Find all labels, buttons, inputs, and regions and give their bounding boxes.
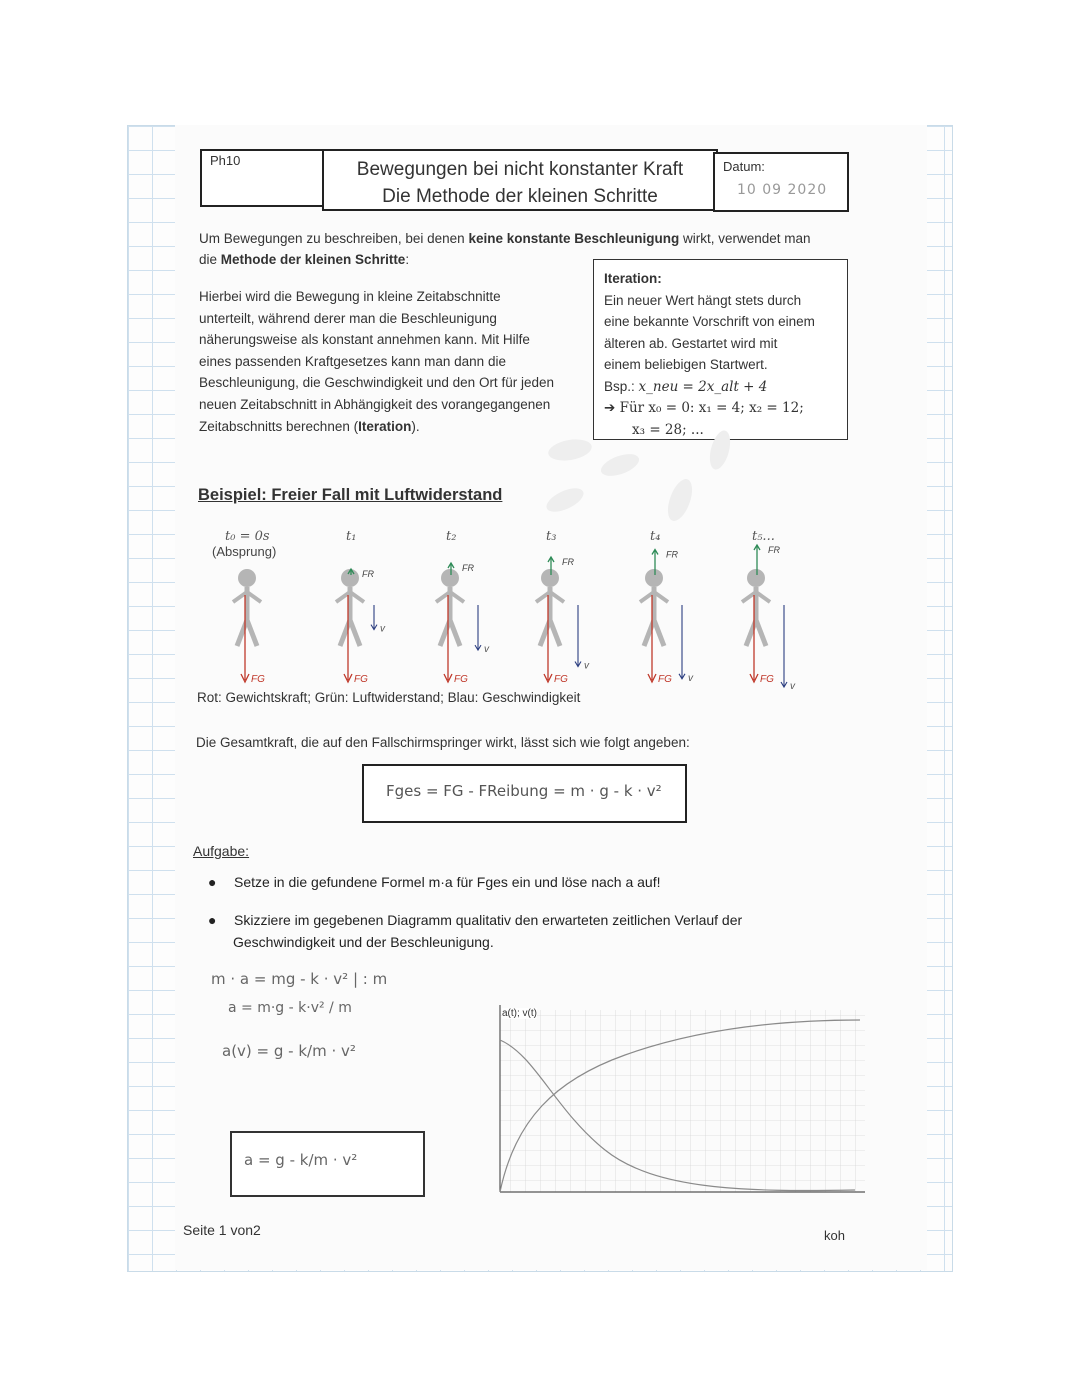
gravity-label: FG [454, 674, 468, 685]
method-last-emph: Iteration [358, 418, 412, 434]
iteration-box [593, 259, 848, 440]
author-initials: koh [824, 1228, 845, 1243]
derivation-line-1: m · a = mg - k · v² | : m [211, 970, 388, 988]
gravity-label: FG [760, 674, 774, 685]
figure-leg [550, 620, 560, 646]
velocity-label: v [484, 644, 489, 656]
drag-label: FR [562, 557, 574, 567]
method-line: unterteilt, während derer man die Beschleunigung [199, 310, 497, 326]
title-line-2: Die Methode der kleinen Schritte [382, 186, 658, 207]
date-label: Datum: [723, 159, 765, 174]
figure-leg [756, 620, 766, 646]
time-label: t₄ [650, 529, 661, 544]
drag-label: FR [362, 569, 374, 579]
intro-text-d: die [199, 252, 221, 267]
start-note: (Absprung) [212, 544, 277, 559]
derivation-line-2: a = m·g - k·v² / m [228, 1000, 352, 1016]
intro-emph-1: keine konstante Beschleunigung [468, 231, 680, 246]
velocity-acceleration-diagram [495, 1000, 875, 1200]
drag-label: FR [666, 549, 678, 560]
derivation-line-3: a(v) = g - k/m · v² [222, 1042, 356, 1060]
drag-label: FR [462, 563, 474, 573]
velocity-label: v [790, 681, 795, 692]
task-bullet-1 [208, 874, 661, 890]
intro-text-a: Um Bewegungen zu beschreiben, bei denen [199, 231, 469, 246]
iteration-line: Ein neuer Wert hängt stets durch [604, 292, 802, 308]
bullet-icon: ● [208, 874, 217, 890]
task-bullet-2-text-1: Skizziere im gegebenen Diagramm qualitativ den erwarteten zeitlichen Verlauf der [234, 912, 743, 928]
title-box [322, 149, 718, 211]
iteration-line: eine bekannte Vorschrift von einem [604, 314, 815, 329]
answer-formula: a = g - k/m · v² [244, 1151, 358, 1169]
task-bullet-1-text: Setze in die gefundene Formel m·a für Fges ein und löse nach a auf! [234, 874, 661, 890]
method-last-c: ). [411, 418, 420, 434]
velocity-label: v [380, 623, 385, 635]
diagram-y-label: a(t); v(t) [502, 1008, 537, 1019]
answer-box [230, 1131, 425, 1197]
bullet-icon: ● [208, 912, 217, 928]
gravity-label: FG [251, 674, 265, 685]
method-line: Hierbei wird die Bewegung in kleine Zeitabschnitte [199, 289, 501, 304]
figure-leg [350, 620, 360, 646]
intro-text-f: : [405, 252, 410, 267]
task-bullet-2-cont [233, 934, 494, 950]
figure-head [238, 569, 256, 587]
total-force-text: Die Gesamtkraft, die auf den Fallschirmspringer wirkt, lässt sich wie folgt angeben: [196, 735, 690, 750]
intro-text-c: wirkt, verwendet man [679, 231, 811, 246]
example-heading: Beispiel: Freier Fall mit Luftwiderstand [198, 486, 503, 504]
figure-head [541, 569, 559, 587]
date-value: 10 09 2020 [737, 182, 828, 198]
time-label: t₅... [752, 529, 775, 544]
figure-leg [450, 620, 460, 646]
velocity-label: v [688, 672, 693, 684]
footprint-decoration [540, 420, 740, 530]
figure-head [645, 569, 663, 587]
figure-leg [247, 620, 257, 646]
example-prefix: Bsp.: [604, 378, 639, 394]
page-number: Seite 1 von2 [183, 1222, 261, 1238]
gravity-label: FG [658, 674, 672, 685]
iteration-example [604, 376, 837, 399]
time-label: t₂ [446, 529, 457, 544]
example-formula: x_neu = 2x_alt + 4 [638, 378, 768, 395]
figure-leg [654, 620, 664, 646]
method-line: Beschleunigung, die Geschwindigkeit und den Ort für jeden [199, 375, 554, 391]
method-line-last [199, 416, 589, 438]
iteration-title: Iteration: [604, 271, 662, 286]
title-line-1: Bewegungen bei nicht konstanter Kraft [356, 159, 684, 180]
time-label: t₃ [546, 529, 557, 544]
iteration-line: älteren ab. Gestartet wird mit [604, 335, 778, 351]
task-bullet-2-text-2: Geschwindigkeit und der Beschleunigung. [233, 934, 494, 950]
velocity-label: v [584, 660, 589, 672]
course-box [200, 149, 327, 207]
task-heading: Aufgabe: [193, 843, 250, 859]
gravity-label: FG [354, 674, 368, 685]
date-box [713, 152, 849, 212]
method-last-a: Zeitabschnitts berechnen ( [199, 418, 359, 434]
method-line: näherungsweise als konstant annehmen kann. Mit Hilfe [199, 332, 530, 348]
method-line: neuen Zeitabschnitt in Abhängigkeit des vorangegangenen [199, 396, 551, 412]
diagram-grid [500, 1010, 865, 1192]
free-fall-illustration [190, 520, 850, 695]
time-label: t₁ [346, 529, 357, 544]
iteration-line: einem beliebigen Startwert. [604, 357, 768, 372]
total-force-formula: Fges = FG - FReibung = m · g - k · v² [386, 782, 662, 800]
course-label: Ph10 [210, 153, 241, 168]
drag-label: FR [768, 545, 780, 555]
color-legend-caption: Rot: Gewichtskraft; Grün: Luftwiderstand; Blau: Geschwindigkeit [197, 690, 581, 705]
iteration-result-1: ➔ Für x₀ = 0: x₁ = 4; x₂ = 12; [604, 400, 804, 416]
gravity-label: FG [554, 674, 568, 685]
figure-head [747, 569, 765, 587]
method-description [199, 286, 589, 437]
intro-emph-2: Methode der kleinen Schritte [220, 252, 406, 267]
method-line: eines passenden Kraftgesetzes kann man dann die [199, 353, 506, 369]
iteration-result-2: x₃ = 28; ... [632, 421, 704, 438]
time-label: t₀ = 0s [225, 529, 270, 544]
total-force-formula-box [362, 764, 687, 823]
figure-head [441, 569, 459, 587]
task-bullet-2 [208, 912, 743, 928]
